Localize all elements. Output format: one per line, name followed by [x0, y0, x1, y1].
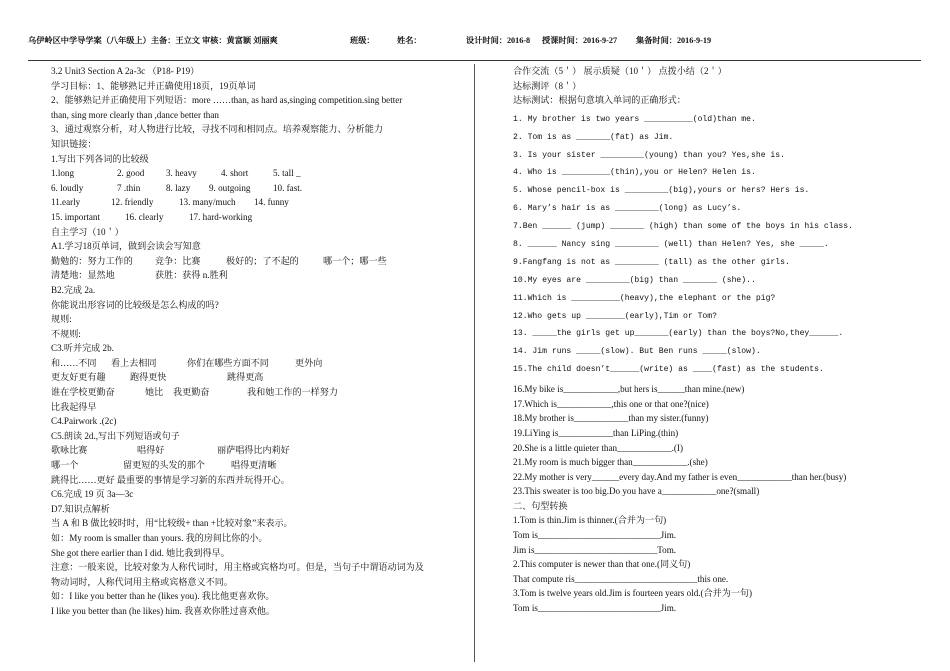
section-heading: 二、句型转换 — [513, 500, 568, 511]
phrase-item: 更外向 — [295, 357, 323, 368]
word-item: 10. fast. — [273, 182, 303, 193]
section-c3: C3.听并完成 2b. — [51, 343, 114, 354]
exercise-item: 3. Is your sister _________(young) than you? Yes,she is. — [513, 150, 785, 160]
word-item: 15. important — [51, 211, 100, 222]
exercise-item: 8. ______ Nancy sing _________ (well) than Helen? Yes, she _____. — [513, 240, 829, 250]
exercise-item: 14. Jim runs _____(slow). But Ben runs _____(slow). — [513, 347, 761, 357]
word-item: 5. tall _ — [273, 168, 301, 179]
transform-item: Tom is___________________________Jim. — [513, 603, 677, 614]
exercise-item: 1. My brother is two years __________(old)than me. — [513, 114, 756, 124]
vocab-item: 极好的；了不起的 — [226, 255, 299, 266]
word-item: 6. loudly — [51, 182, 84, 193]
phrase-item: 丽萨唱得比内莉好 — [217, 445, 290, 456]
goal-line: than, sing more clearly than ,dance better than — [51, 109, 219, 120]
section-c5: C5.朗读 2d.,写出下列短语或句子 — [51, 430, 180, 441]
phrase-row — [51, 370, 461, 385]
assessment-heading: 达标测评（8＇） — [513, 80, 582, 91]
exercise-item: 13. _____the girls get up_______(early) than the boys?No,they______. — [513, 329, 844, 339]
phrase-item: 跳得更高 — [227, 372, 264, 383]
teach-time: 授课时间：2016-9-27 — [542, 36, 618, 45]
note-line: 注意：一般来说，比较对象为人称代词时，用主格或宾格均可。但是，当句子中谓语动词为及 — [51, 562, 424, 573]
rules-label: 规则: — [51, 314, 72, 325]
word-item: 11.early — [51, 197, 81, 208]
exercise-item: 11.Which is __________(heavy),the elephant or the pig? — [513, 293, 776, 303]
word-item: 16. clearly — [125, 211, 164, 222]
comparative-word-list — [51, 166, 461, 224]
word-item: 1.long — [51, 168, 74, 179]
vocab-row — [51, 268, 461, 283]
goal-line: 3、通过观察分析，对人物进行比较，寻找不同和相同点。培养观察能力、分析能力 — [51, 124, 383, 135]
word-item: 14. funny — [254, 197, 289, 208]
word-item: 2. good — [117, 168, 145, 179]
phrase-item: 更友好更有趣 — [51, 372, 106, 383]
exercise-item: 4. Who is __________(thin),you or Helen? Helen is. — [513, 168, 756, 178]
phrase-row — [51, 385, 461, 400]
left-column — [51, 64, 461, 619]
exercise-item: 23.This sweater is too big.Do you have a____________one?(small) — [513, 486, 760, 497]
transform-item: That compute ris___________________________this one. — [513, 573, 729, 584]
lesson-title: 3.2 Unit3 Section A 2a-3c （P18- P19） — [51, 66, 200, 76]
exercise-item: 22.My mother is very______every day.And my father is even____________than her.(busy) — [513, 471, 847, 482]
word-item: 7 .thin — [117, 182, 141, 193]
phrase-item: 留更短的头发的那个 — [123, 460, 205, 471]
word-row — [51, 181, 461, 196]
phrase-item: 谁在学校更勤奋 — [51, 387, 115, 398]
word-row — [51, 166, 461, 181]
exercise-item: 5. Whose pencil-box is _________(big),yours or hers? Hers is. — [513, 186, 810, 196]
exercise-item: 10.My eyes are _________(big) than _______ (she).. — [513, 275, 756, 285]
phrase-item: 我和她工作的一样努力 — [247, 387, 338, 398]
exercise-list-serif — [513, 382, 925, 616]
instructions: 达标测试：根据句意填入单词的正确形式： — [513, 95, 686, 106]
section-b2: B2.完成 2a. — [51, 284, 96, 295]
exercise-list-mono — [513, 111, 925, 379]
exercise-item: 16.My bike is____________,but hers is______than mine.(new) — [513, 384, 745, 395]
word-row — [51, 210, 461, 225]
word-item: 13. many/much — [179, 197, 236, 208]
exercise-item: 15.The child doesn’t______(write) as ____(fast) as the students. — [513, 365, 824, 375]
word-item: 4. short — [221, 168, 249, 179]
stage-timing: 合作交流（5＇） 展示质疑（10＇） 点拨小结（2＇） — [513, 66, 727, 76]
exercise-item: 20.She is a little quieter than____________.(I) — [513, 442, 683, 453]
exercise-item: 2. Tom is as _______(fat) as Jim. — [513, 132, 674, 142]
vocab-block — [51, 254, 461, 283]
goal-line: 知识链接： — [51, 138, 97, 149]
column-divider — [474, 64, 475, 662]
phrase-block-2 — [51, 443, 461, 472]
section-c6: C6.完成 19 页 3a—3c — [51, 489, 134, 500]
explanation-line: 当 A 和 B 做比较时时，用“比较级+ than +比较对象”来表示。 — [51, 518, 293, 529]
phrase-item: 唱得好 — [137, 445, 165, 456]
right-column — [513, 64, 925, 616]
vocab-item: 勤勉的：努力工作的 — [51, 255, 133, 266]
exercise-item: 18.My brother is____________than my sister.(funny) — [513, 413, 709, 424]
note-line: 物动词时，人称代词用主格或宾格意义不同。 — [51, 576, 233, 587]
prep-time: 集备时间：2016-9-19 — [636, 36, 712, 45]
transform-item: 1.Tom is thin.Jim is thinner.(合并为一句) — [513, 515, 667, 526]
self-study-heading: 自主学习（10＇） — [51, 226, 124, 237]
word-item: 17. hard-working — [189, 211, 253, 222]
word-item: 8. lazy — [166, 182, 191, 193]
phrase-item: 哪一个 — [51, 460, 79, 471]
phrase-row — [51, 356, 461, 371]
phrase-line: 跳得比……更好 最重要的事情是学习新的东西并玩得开心。 — [51, 474, 290, 485]
phrase-item: 歌咏比赛 — [51, 445, 88, 456]
vocab-item: 竞争：比赛 — [155, 255, 201, 266]
exercise-item: 19.LiYing is____________than LiPing.(thin) — [513, 427, 679, 438]
vocab-item: 清楚地：显然地 — [51, 270, 115, 281]
phrase-row — [51, 443, 461, 458]
section-d7: D7.知识点解析 — [51, 503, 110, 514]
word-item: 12. friendly — [111, 197, 154, 208]
irregular-label: 不规则: — [51, 328, 81, 339]
goal-line: 2、能够熟记并正确使用下列短语：more ……than, as hard as,singing competition.sing better — [51, 95, 403, 106]
question-line: 你能说出形容词的比较级是怎么构成的吗? — [51, 299, 219, 310]
transform-item: Tom is___________________________Jim. — [513, 530, 677, 541]
example-line: I like you better than (he likes) him. 我喜欢你胜过喜欢他。 — [51, 605, 276, 616]
goal-line: 1.写出下列各词的比较级 — [51, 153, 149, 164]
vocab-item: 哪一个；哪一些 — [323, 255, 387, 266]
word-item: 3. heavy — [166, 168, 197, 179]
transform-item: 3.Tom is twelve years old.Jim is fourteen years old.(合并为一句) — [513, 588, 753, 599]
phrase-row — [51, 458, 461, 473]
class-label: 班级： — [350, 36, 375, 45]
name-label: 姓名： — [397, 36, 422, 45]
vocab-item: 获胜：获得 n.胜利 — [155, 270, 228, 281]
phrase-item: 我更勤奋 — [173, 387, 210, 398]
phrase-item: 你们在哪些方面不同 — [187, 357, 269, 368]
word-row — [51, 195, 461, 210]
school-author-info: 乌伊岭区中学导学案（八年级上）主备：王立文 审核：黄富颖 刘丽爽 — [28, 36, 278, 45]
phrase-block — [51, 356, 461, 400]
phrase-item: 唱得更清晰 — [231, 460, 277, 471]
goals-block — [51, 79, 461, 167]
exercise-item: 9.Fangfang is not as _________ (tall) as the other girls. — [513, 257, 790, 267]
exercise-item: 6. Mary’s hair is as _________(long) as Lucy’s. — [513, 204, 742, 214]
vocab-row — [51, 254, 461, 269]
phrase-item: 看上去相同 — [111, 357, 157, 368]
phrase-line: 比我起得早 — [51, 401, 97, 412]
section-c4: C4.Pairwork .(2c) — [51, 416, 117, 427]
section-a1: A1.学习18页单词，做到会读会写知意 — [51, 241, 201, 252]
design-time: 设计时间：2016-8 — [466, 36, 531, 45]
transform-item: 2.This computer is newer than that one.(同义句) — [513, 559, 691, 570]
exercise-item: 21.My room is much bigger than____________.(she) — [513, 457, 708, 468]
exercise-item: 7.Ben ______ (jump) _______ (high) than some of the boys in his class. — [513, 222, 853, 232]
example-line: 如：My room is smaller than yours. 我的房间比你的小。 — [51, 533, 268, 543]
header-rule — [28, 60, 921, 61]
exercise-item: 17.Which is____________,this one or that one?(nice) — [513, 398, 709, 409]
transform-item: Jim is___________________________Tom. — [513, 544, 677, 555]
phrase-item: 她比 — [145, 387, 164, 398]
exercise-item: 12.Who gets up ________(early),Tim or Tom? — [513, 311, 717, 321]
example-line: 如：I like you better than he (likes you). 我比他更喜欢你。 — [51, 591, 275, 602]
phrase-item: 跑得更快 — [130, 372, 167, 383]
goal-line: 学习目标：1、能够熟记并正确使用18页，19页单词 — [51, 80, 256, 91]
example-line: She got there earlier than I did. 她比我到得早。 — [51, 547, 230, 558]
phrase-item: 和……不同 — [51, 357, 97, 368]
word-item: 9. outgoing — [209, 182, 251, 193]
